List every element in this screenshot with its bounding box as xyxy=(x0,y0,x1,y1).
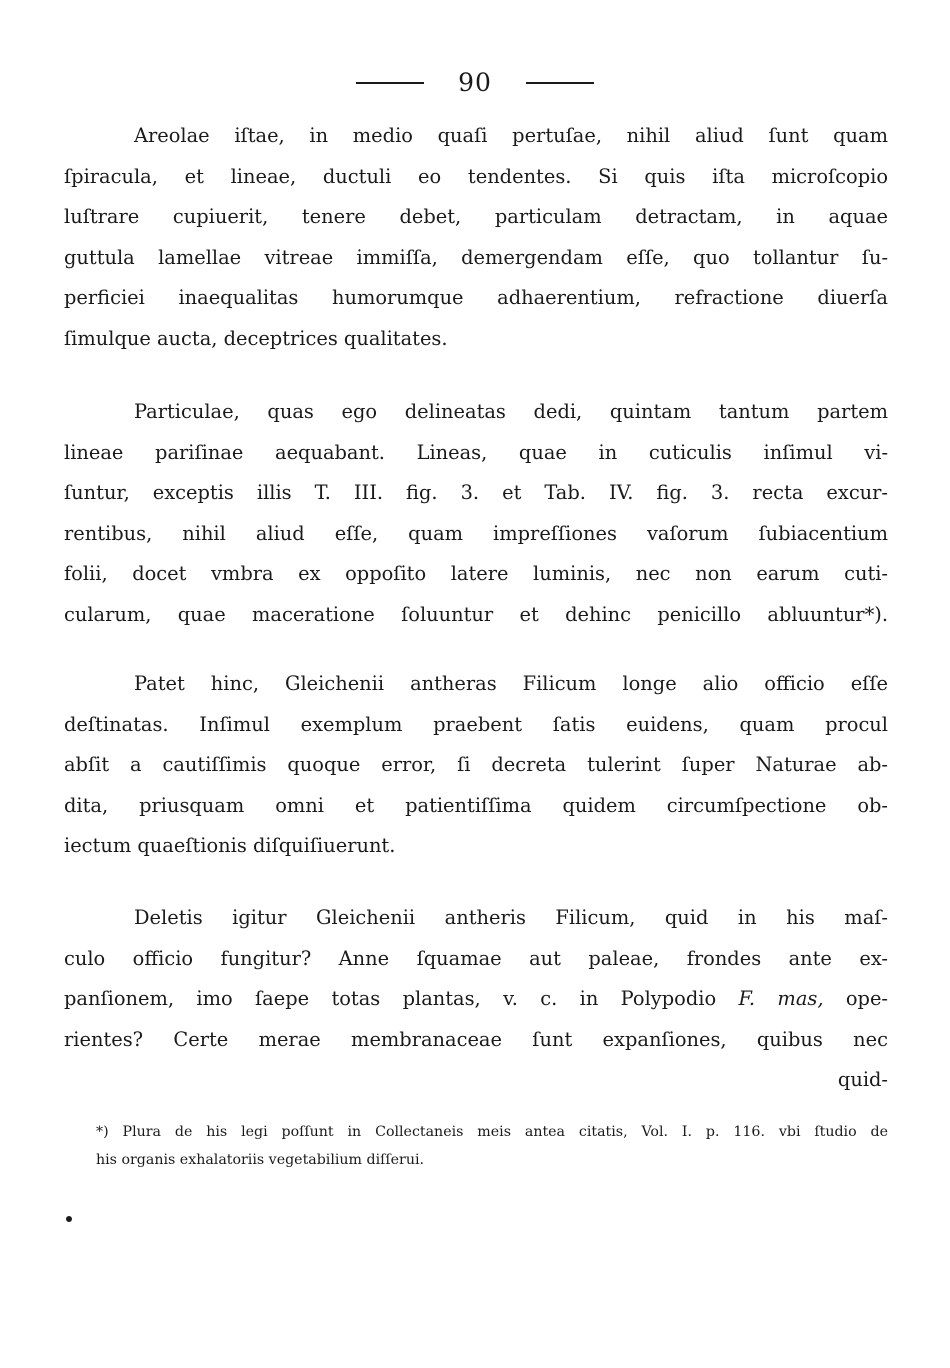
text-line: culo officio fungitur? Anne ſquamae aut paleae, frondes ante ex- xyxy=(64,946,888,970)
paragraph-1 xyxy=(64,116,888,359)
text-fragment: ope- xyxy=(845,987,888,1010)
text-line: luſtrare cupiuerit, tenere debet, particulam detractam, in aquae xyxy=(64,205,888,228)
paragraph-2 xyxy=(64,392,888,635)
footnote xyxy=(96,1118,888,1174)
catchword: quid- xyxy=(837,1068,888,1091)
text-line: ſimulque aucta, deceptrices qualitates. xyxy=(64,326,448,350)
page-header xyxy=(0,66,950,98)
italic-species-name: F. mas, xyxy=(738,987,824,1010)
text-line: folii, docet vmbra ex oppoſito latere luminis, nec non earum cuti- xyxy=(64,562,888,585)
text-line: guttula lamellae vitreae immiſſa, demergendam eſſe, quo tollantur ſu- xyxy=(64,245,888,269)
text-fragment: rientes? xyxy=(64,1027,144,1051)
text-line: Areolae iſtae, in medio quaſi pertuſae, nihil aliud ſunt quam xyxy=(134,124,888,147)
text-line: lineae pariſinae aequabant. Lineas, quae in cuticulis inſimul vi- xyxy=(64,440,888,464)
text-line: dita, priusquam omni et patientiſſima quidem circumſpectione ob- xyxy=(64,793,888,817)
text-line: ſpiracula, et lineae, ductuli eo tendentes. Si quis iſta microſcopio xyxy=(64,164,888,188)
text-line: perficiei inaequalitas humorumque adhaerentium, refractione diuerſa xyxy=(64,286,888,309)
text-line-with-italic xyxy=(64,979,888,1020)
text-line: ſuntur, exceptis illis T. III. fig. 3. et Tab. IV. fig. 3. recta excur- xyxy=(64,481,888,504)
paragraph-3 xyxy=(64,664,888,867)
text-line: Particulae, quas ego delineatas dedi, quintam tantum partem xyxy=(134,400,888,423)
text-line xyxy=(64,1020,888,1061)
header-rule-left xyxy=(356,82,424,84)
page-number: 90 xyxy=(458,67,492,97)
header-rule-right xyxy=(526,82,594,84)
text-fragment: Certe merae membranaceae ſunt expanſiones, quibus nec xyxy=(173,1027,888,1051)
text-line: iectum quaeſtionis diſquiſiuerunt. xyxy=(64,834,396,857)
paragraph-4 xyxy=(64,898,888,1101)
text-line: Deletis igitur Gleichenii antheris Filicum, quid in his maſ- xyxy=(134,906,888,929)
text-fragment: panſionem, imo ſaepe totas plantas, v. c. in Polypodio xyxy=(64,987,717,1010)
text-line: rentibus, nihil aliud eſſe, quam impreſſiones vaſorum ſubiacentium xyxy=(64,521,888,545)
text-line: cularum, quae maceratione ſoluuntur et dehinc penicillo abluuntur*). xyxy=(64,602,888,626)
ink-speck xyxy=(66,1216,72,1222)
footnote-line: *) Plura de his legi poſſunt in Collectaneis meis antea citatis, Vol. I. p. 116. vbi ſtudio de xyxy=(96,1124,888,1140)
footnote-line: his organis exhalatoriis vegetabilium diſſerui. xyxy=(96,1152,425,1168)
text-line: Patet hinc, Gleichenii antheras Filicum longe alio officio eſſe xyxy=(134,672,888,695)
text-line: abſit a cautiſſimis quoque error, ſi decreta tulerint ſuper Naturae ab- xyxy=(64,753,888,776)
text-line: deſtinatas. Inſimul exemplum praebent ſatis euidens, quam procul xyxy=(64,712,888,736)
